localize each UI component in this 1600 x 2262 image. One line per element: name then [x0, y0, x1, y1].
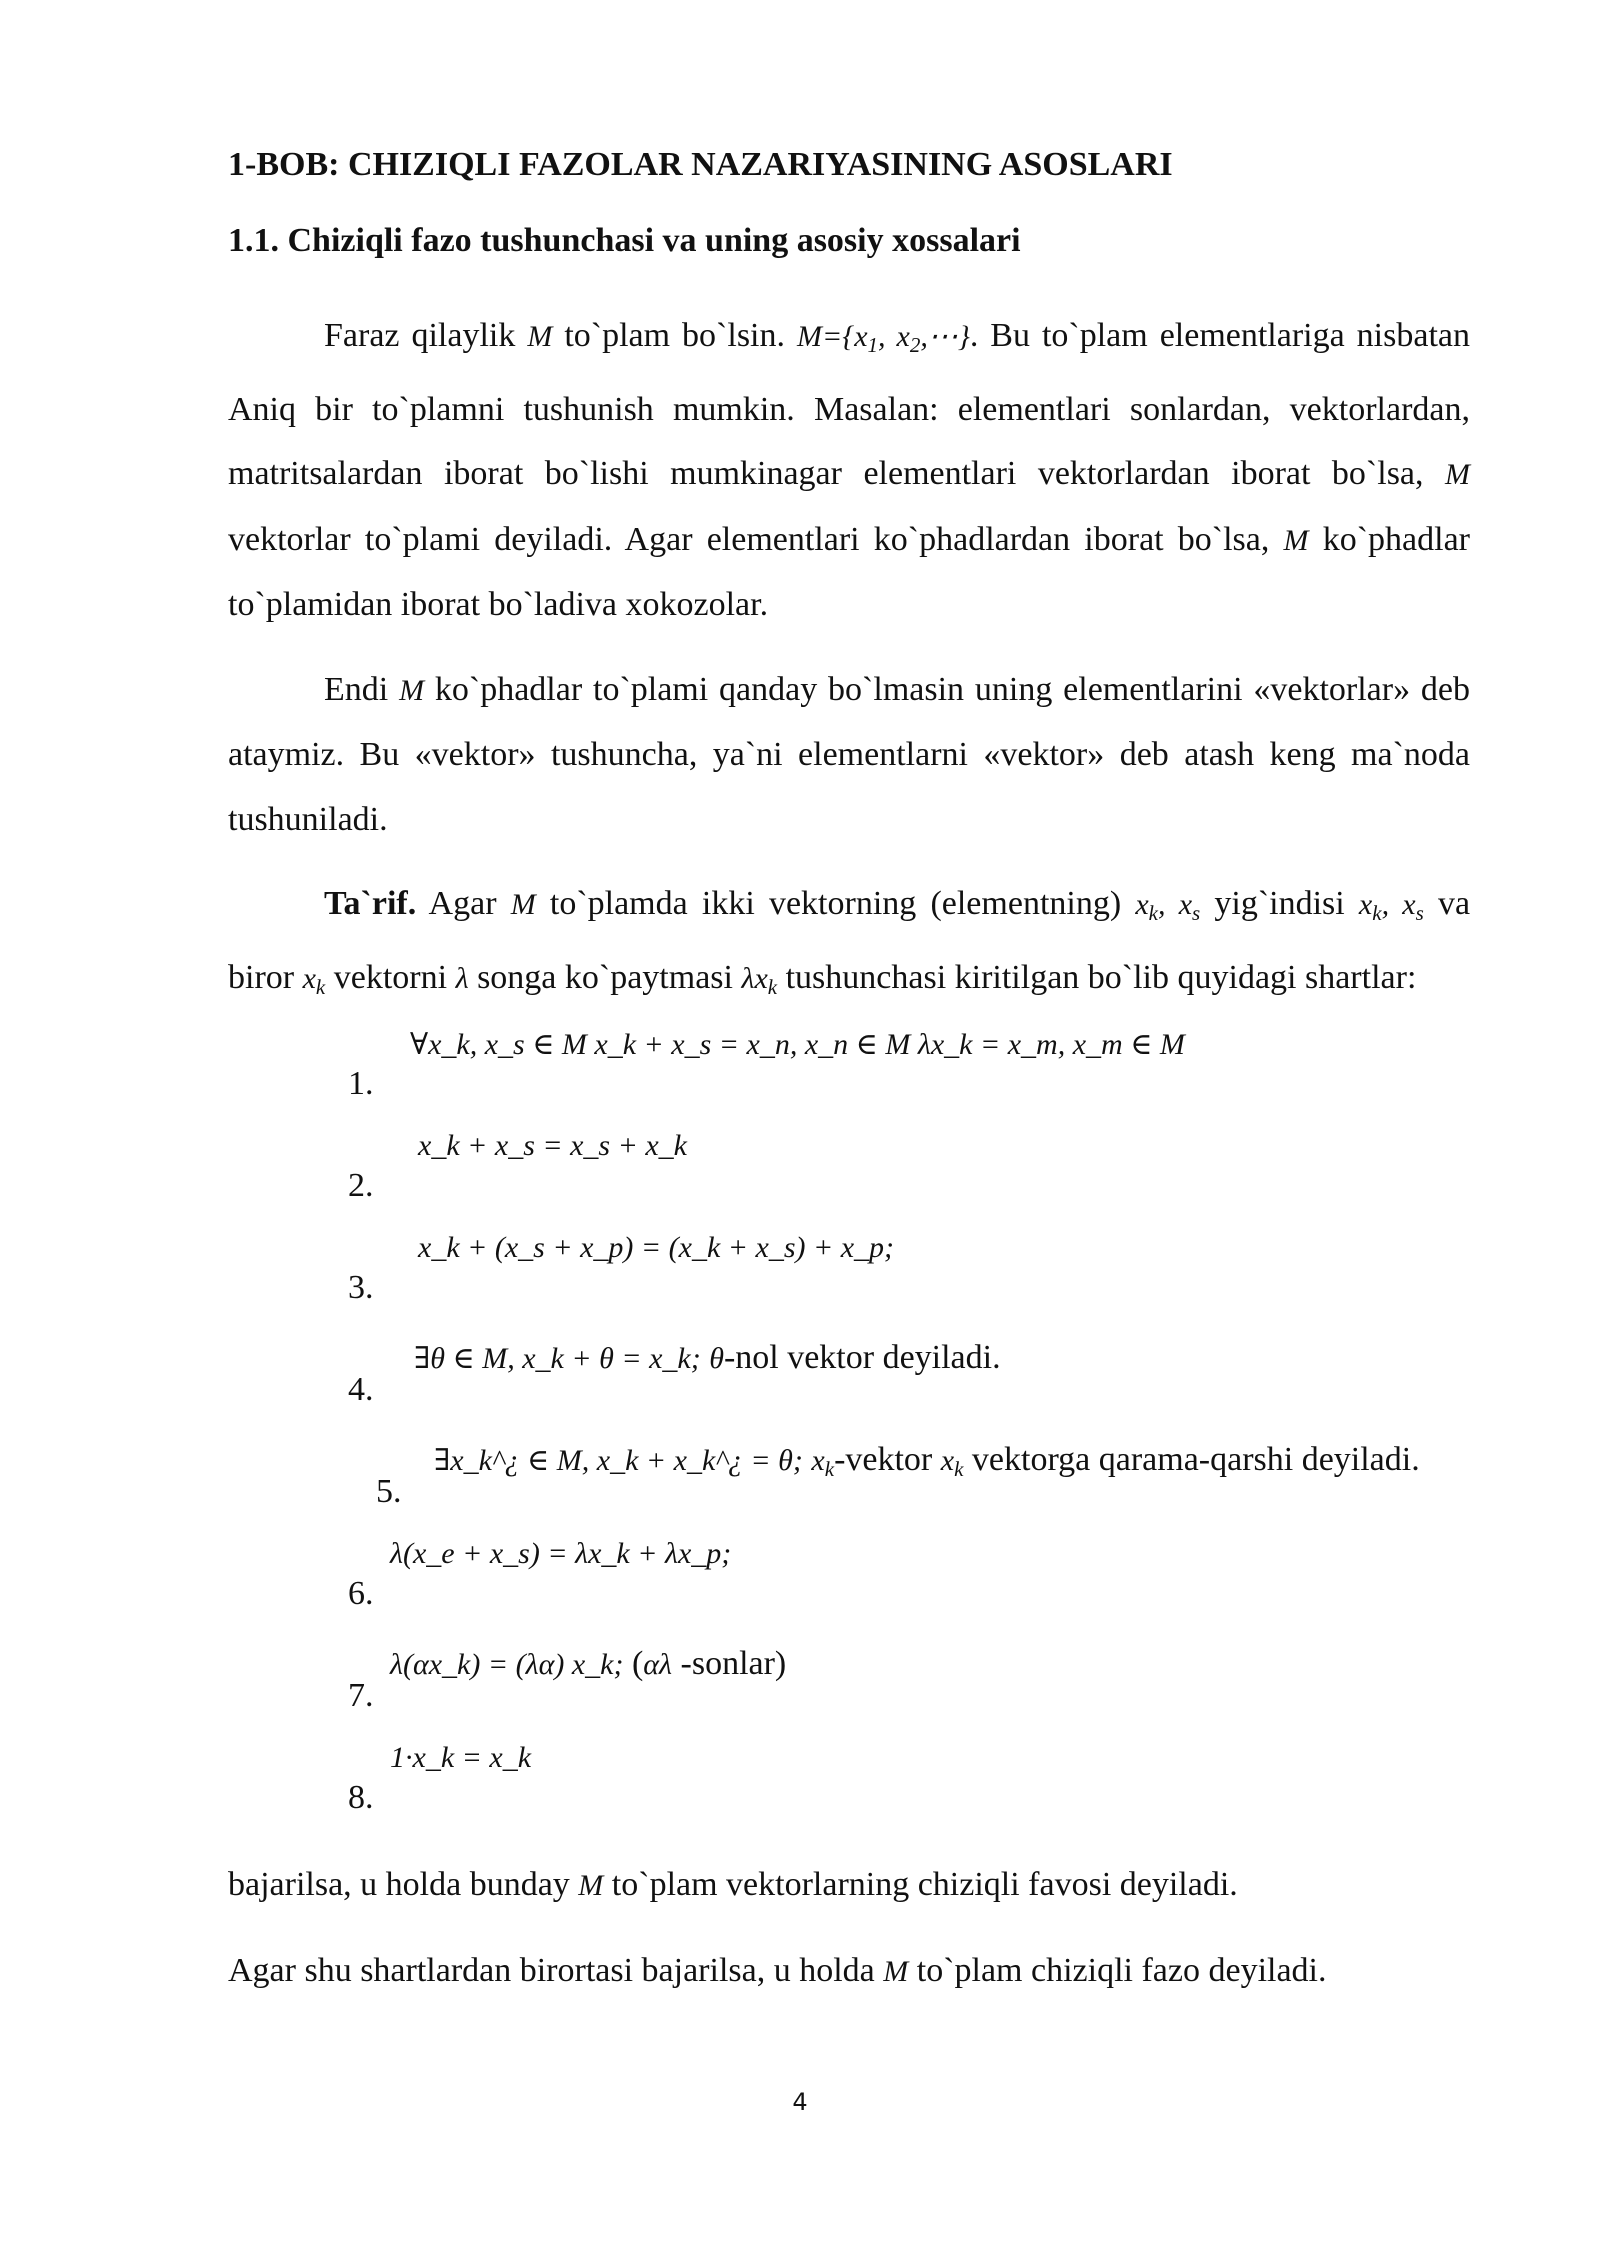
condition-3: 3. x_k + (x_s + x_p) = (x_k + x_s) + x_p;: [348, 1231, 895, 1306]
condition-1: 1. ∀x_k, x_s ∈ M x_k + x_s = x_n, x_n ∈ M λx_k = x_m, x_m ∈ M: [348, 1028, 1185, 1102]
condition-8: 8. 1·x_k = x_k: [348, 1741, 532, 1816]
paragraph-5: Agar shu shartlardan birortasi bajarilsa, u holda M to`plam chiziqli fazo deyiladi.: [228, 1951, 1327, 1989]
condition-5-formula: ∃x_k^¿ ∈ M, x_k + x_k^¿ = θ;: [434, 1444, 803, 1477]
paragraph-2: Endi M ko`phadlar to`plami qanday bo`lmasin uning elementlarini «vektorlar» deb ataymiz. Bu «vektor» tushuncha, ya`ni elementlarni «vektor» deb atash keng ma`noda tushuniladi.: [228, 670, 1470, 838]
condition-2-formula: x_k + x_s = x_s + x_k: [418, 1129, 687, 1162]
condition-7: 7. λ(αx_k) = (λα) x_k; (αλ -sonlar): [348, 1645, 787, 1714]
condition-6: 6. λ(x_e + x_s) = λx_k + λx_p;: [348, 1537, 732, 1612]
condition-4: 4. ∃θ ∈ M, x_k + θ = x_k; θ-nol vektor deyiladi.: [348, 1339, 1001, 1408]
condition-3-formula: x_k + (x_s + x_p) = (x_k + x_s) + x_p;: [418, 1231, 895, 1264]
definition-paragraph: Ta`rif. Agar M to`plamda ikki vektorning (elementning) $x_k$, $x_s$ yig`indisi $x_k$, $x_s$ va biror $x_k$ vektorni λ songa ko`paytmasi $\lambda x_k$ tushunchasi kiritilgan bo`lib quyidagi shartlar:: [228, 885, 1471, 999]
condition-7-formula: λ(αx_k) = (λα) x_k;: [390, 1648, 624, 1681]
symbol-M: M: [527, 320, 553, 353]
page-number: 4: [792, 2088, 808, 2116]
condition-2: 2. x_k + x_s = x_s + x_k: [348, 1129, 687, 1204]
chapter-title: 1-BOB: CHIZIQLI FAZOLAR NAZARIYASINING ASOSLARI: [228, 146, 1173, 183]
page-content: [228, 146, 1470, 2004]
section-title: 1.1. Chiziqli fazo tushunchasi va uning asosiy xossalari: [228, 222, 1021, 259]
condition-4-formula: ∃θ ∈ M, x_k + θ = x_k;: [414, 1342, 701, 1375]
condition-5: 5. ∃x_k^¿ ∈ M, x_k + x_k^¿ = θ; $x_k$-vektor $x_k$ vektorga qarama-qarshi deyiladi.: [376, 1441, 1420, 1510]
paragraph-1: Faraz qilaylik M to`plam bo`lsin. $M=\{x_1$, $x_2,\cdots$}. Bu to`plam elementlariga nisbatan Aniq bir to`plamni tushunish mumkin. Masalan: elementlari sonlardan, vektorlardan, matritsalardan iborat bo`lishi mumkinagar elementlari vektorlardan iborat bo`lsa, M vektorlar to`plami deyiladi. Agar elementlari ko`phadlardan iborat bo`lsa, M ko`phadlar to`plamidan iborat bo`ladiva xokozolar.: [228, 317, 1470, 623]
definition-label: Ta`rif.: [324, 885, 417, 922]
conditions-list: [228, 1027, 1470, 1843]
condition-6-formula: λ(x_e + x_s) = λx_k + λx_p;: [390, 1537, 732, 1570]
condition-1-formula: ∀x_k, x_s ∈ M x_k + x_s = x_n, x_n ∈ M λx_k = x_m, x_m ∈ M: [410, 1028, 1185, 1061]
paragraph-4: bajarilsa, u holda bunday M to`plam vektorlarning chiziqli favosi deyiladi.: [228, 1866, 1238, 1903]
set-definition: $M=\{x_1$, $x_2,\cdots$}: [796, 320, 970, 357]
condition-8-formula: 1·x_k = x_k: [390, 1741, 532, 1774]
